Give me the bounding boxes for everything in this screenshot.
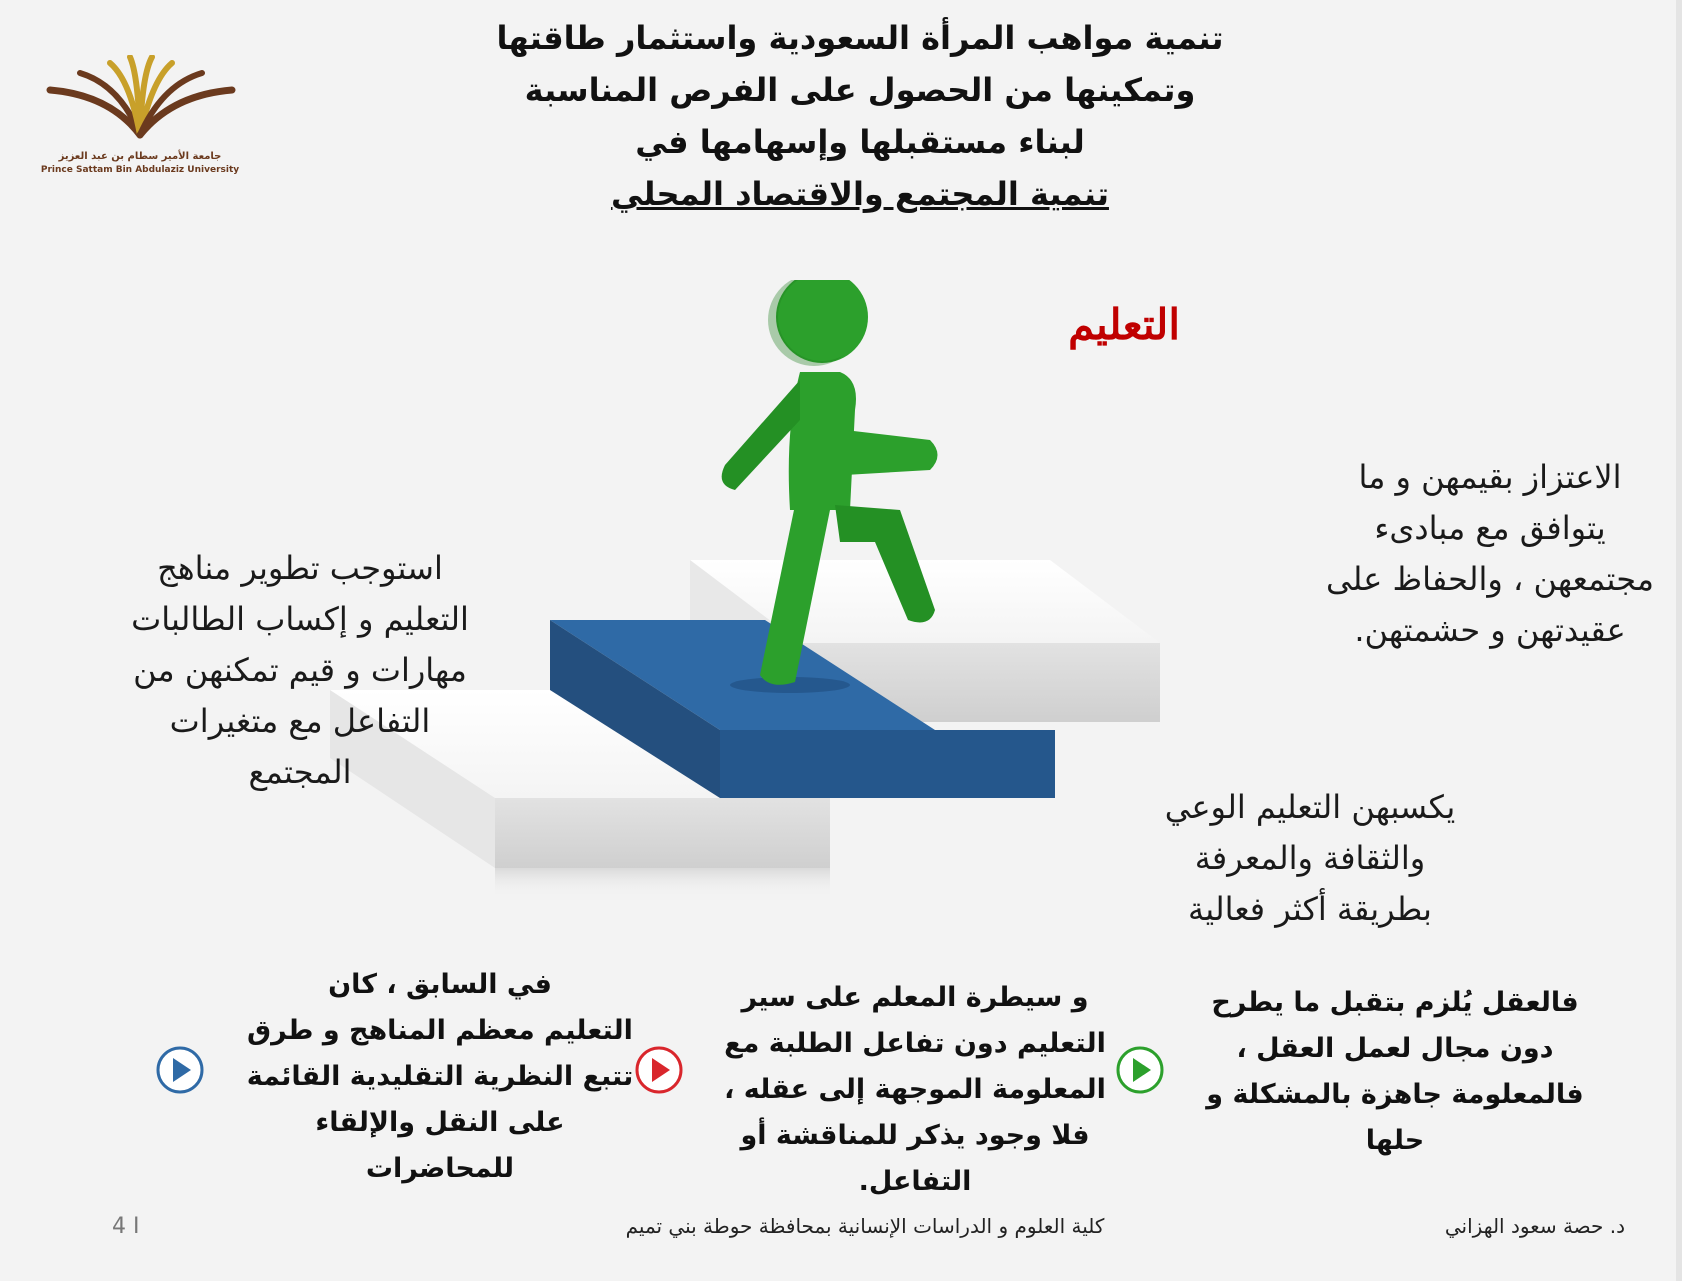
footer-author: د. حصة سعود الهزاني bbox=[1444, 1214, 1625, 1238]
values-line-4: عقيدتهن و حشمتهن. bbox=[1354, 611, 1626, 649]
values-text-block bbox=[1300, 452, 1680, 656]
col1-line-1: فالعقل يُلزم بتقبل ما يطرح bbox=[1211, 987, 1579, 1018]
play-icon-red[interactable] bbox=[634, 1045, 684, 1095]
logo-english-name: Prince Sattam Bin Abdulaziz University bbox=[40, 165, 240, 175]
play-icon-blue[interactable] bbox=[155, 1045, 205, 1095]
values-line-1: الاعتزاز بقيمهن و ما bbox=[1358, 458, 1622, 496]
col1-line-2: دون مجال لعمل العقل ، bbox=[1236, 1033, 1554, 1064]
col3-line-4: على النقل والإلقاء bbox=[315, 1107, 565, 1138]
col3-line-5: للمحاضرات bbox=[365, 1153, 515, 1184]
col1-line-4: حلها bbox=[1365, 1125, 1425, 1156]
slide-title bbox=[470, 12, 1250, 220]
values-line-2: يتوافق مع مبادىء bbox=[1374, 509, 1606, 547]
col2-line-3: المعلومة الموجهة إلى عقله ، bbox=[724, 1074, 1106, 1105]
education-label: التعليم bbox=[1068, 300, 1180, 349]
title-line-4: تنمية المجتمع والاقتصاد المحلي bbox=[611, 175, 1109, 213]
bottom-text-col-3 bbox=[240, 962, 640, 1192]
col3-line-2: التعليم معظم المناهج و طرق bbox=[247, 1015, 633, 1046]
awareness-line-3: بطريقة أكثر فعالية bbox=[1188, 890, 1432, 928]
curriculum-line-4: التفاعل مع متغيرات bbox=[169, 702, 431, 740]
awareness-text-block bbox=[1120, 782, 1500, 935]
awareness-line-1: يكسبهن التعليم الوعي bbox=[1164, 788, 1456, 826]
logo-fan-icon bbox=[30, 55, 250, 150]
play-icon-green[interactable] bbox=[1115, 1045, 1165, 1095]
col1-line-3: فالمعلومة جاهزة بالمشكلة و bbox=[1206, 1079, 1584, 1110]
footer-college: كلية العلوم و الدراسات الإنسانية بمحافظة حوطة بني تميم bbox=[625, 1214, 1105, 1238]
values-line-3: مجتمعهن ، والحفاظ على bbox=[1326, 560, 1654, 598]
curriculum-line-3: مهارات و قيم تمكنهن من bbox=[133, 651, 467, 689]
col2-line-4: فلا وجود يذكر للمناقشة أو bbox=[740, 1120, 1090, 1151]
col2-line-2: التعليم دون تفاعل الطلبة مع bbox=[724, 1028, 1106, 1059]
bottom-text-col-1 bbox=[1190, 980, 1600, 1164]
page-number: 4 I bbox=[112, 1214, 140, 1239]
university-logo bbox=[30, 55, 250, 185]
bottom-text-col-2 bbox=[715, 975, 1115, 1205]
curriculum-text-block bbox=[100, 543, 500, 798]
col3-line-3: تتبع النظرية التقليدية القائمة bbox=[246, 1061, 634, 1092]
col3-line-1: في السابق ، كان bbox=[328, 969, 552, 1000]
title-line-1: تنمية مواهب المرأة السعودية واستثمار طاقتها bbox=[496, 19, 1224, 57]
curriculum-line-2: التعليم و إكساب الطالبات bbox=[131, 600, 469, 638]
col2-line-1: و سيطرة المعلم على سير bbox=[741, 982, 1089, 1013]
awareness-line-2: والثقافة والمعرفة bbox=[1194, 839, 1426, 877]
curriculum-line-5: المجتمع bbox=[248, 753, 352, 791]
col2-line-5: التفاعل. bbox=[858, 1166, 972, 1197]
logo-arabic-name: جامعة الأمير سطام بن عبد العزيز bbox=[58, 151, 222, 162]
curriculum-line-1: استوجب تطوير مناهج bbox=[157, 549, 443, 587]
title-line-2: وتمكينها من الحصول على الفرص المناسبة bbox=[524, 71, 1196, 109]
title-line-3: لبناء مستقبلها وإسهامها في bbox=[635, 123, 1085, 161]
